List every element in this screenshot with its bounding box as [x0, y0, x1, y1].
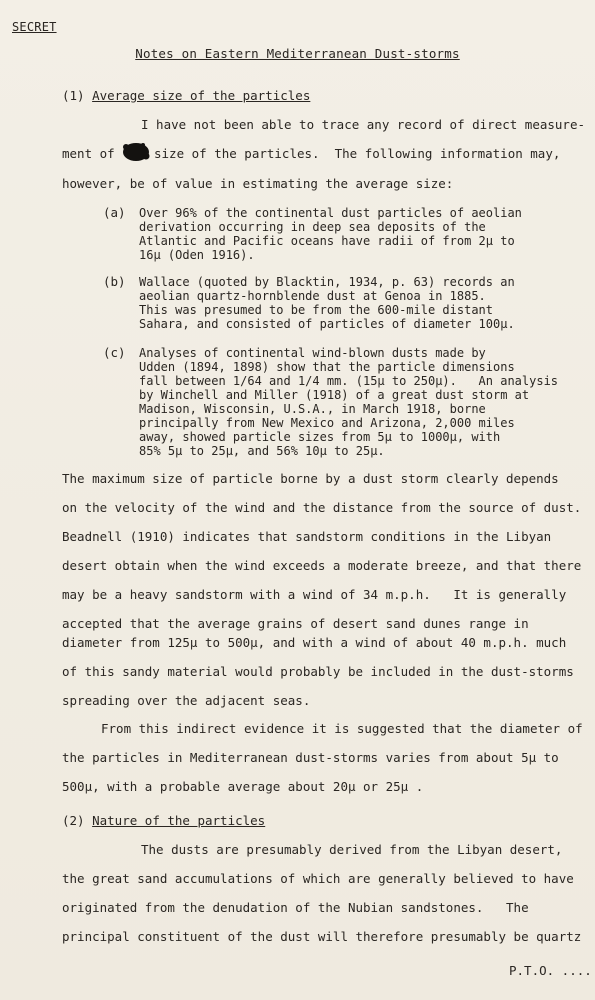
conclusion-line: 500μ, with a probable average about 20μ or 25μ .	[62, 779, 424, 794]
item-c-label: (c)	[103, 345, 126, 360]
item-c-line: by Winchell and Miller (1918) of a great dust storm at	[139, 388, 530, 402]
document-title: Notes on Eastern Mediterranean Dust-storms	[135, 46, 460, 61]
item-a-label: (a)	[103, 205, 126, 220]
body-line: on the velocity of the wind and the distance from the source of dust.	[62, 500, 582, 515]
item-b-line: This was presumed to be from the 600-mile distant	[139, 303, 494, 317]
section-1-heading	[62, 88, 310, 103]
conclusion-line: From this indirect evidence it is suggested that the diameter of	[101, 721, 583, 736]
item-c-line: principally from New Mexico and Arizona, 2,000 miles	[139, 416, 515, 430]
section-2-title: Nature of the particles	[92, 813, 266, 828]
section-1-number: (1)	[62, 88, 85, 103]
item-a-line: derivation occurring in deep sea deposits of the	[139, 220, 486, 234]
body-line: Beadnell (1910) indicates that sandstorm conditions in the Libyan	[62, 529, 552, 544]
pto-note: P.T.O. ....	[509, 963, 592, 978]
intro-line-2a: ment of	[62, 146, 115, 161]
section-2-line: the great sand accumulations of which are generally believed to have	[62, 871, 574, 886]
section-2-line: principal constituent of the dust will therefore presumably be quartz	[62, 929, 582, 944]
body-line: accepted that the average grains of desert sand dunes range in	[62, 616, 529, 631]
item-c-line: 85% 5μ to 25μ, and 56% 10μ to 25μ.	[139, 444, 385, 458]
item-a-line: Atlantic and Pacific oceans have radii of from 2μ to	[139, 234, 515, 248]
body-line: may be a heavy sandstorm with a wind of 34 m.p.h. It is generally	[62, 587, 567, 602]
classification-mark: SECRET	[12, 20, 57, 34]
body-line: spreading over the adjacent seas.	[62, 693, 311, 708]
item-b-line: aeolian quartz-hornblende dust at Genoa in 1885.	[139, 289, 486, 303]
item-b-line: Sahara, and consisted of particles of diameter 100μ.	[139, 317, 515, 331]
item-b-line: Wallace (quoted by Blacktin, 1934, p. 63) records an	[139, 275, 515, 289]
conclusion-line: the particles in Mediterranean dust-storms varies from about 5μ to	[62, 750, 559, 765]
section-2-number: (2)	[62, 813, 85, 828]
item-b-label: (b)	[103, 274, 126, 289]
intro-line-3: however, be of value in estimating the average size:	[62, 176, 454, 191]
item-c-line: Udden (1894, 1898) show that the particle dimensions	[139, 360, 515, 374]
body-line: of this sandy material would probably be included in the dust-storms	[62, 664, 574, 679]
section-2-line: The dusts are presumably derived from the Libyan desert,	[141, 842, 563, 857]
item-a-line: Over 96% of the continental dust particles of aeolian	[139, 206, 522, 220]
body-line: desert obtain when the wind exceeds a moderate breeze, and that there	[62, 558, 582, 573]
section-2-heading	[62, 813, 265, 828]
body-line: diameter from 125μ to 500μ, and with a wind of about 40 m.p.h. much	[62, 635, 567, 650]
body-line: The maximum size of particle borne by a dust storm clearly depends	[62, 471, 559, 486]
section-1-title: Average size of the particles	[92, 88, 311, 103]
item-c-line: fall between 1/64 and 1/4 mm. (15μ to 250μ). An analysis	[139, 374, 559, 388]
item-c-line: Analyses of continental wind-blown dusts made by	[139, 346, 486, 360]
item-c-line: Madison, Wisconsin, U.S.A., in March 1918, borne	[139, 402, 486, 416]
item-c-line: away, showed particle sizes from 5μ to 1000μ, with	[139, 430, 501, 444]
item-a-line: 16μ (Oden 1916).	[139, 248, 255, 262]
section-2-line: originated from the denudation of the Nubian sandstones. The	[62, 900, 529, 915]
intro-line-2b: size of the particles. The following information may,	[154, 146, 561, 161]
intro-line-1: I have not been able to trace any record of direct measure-	[141, 117, 586, 132]
ink-blot-icon	[121, 141, 151, 163]
